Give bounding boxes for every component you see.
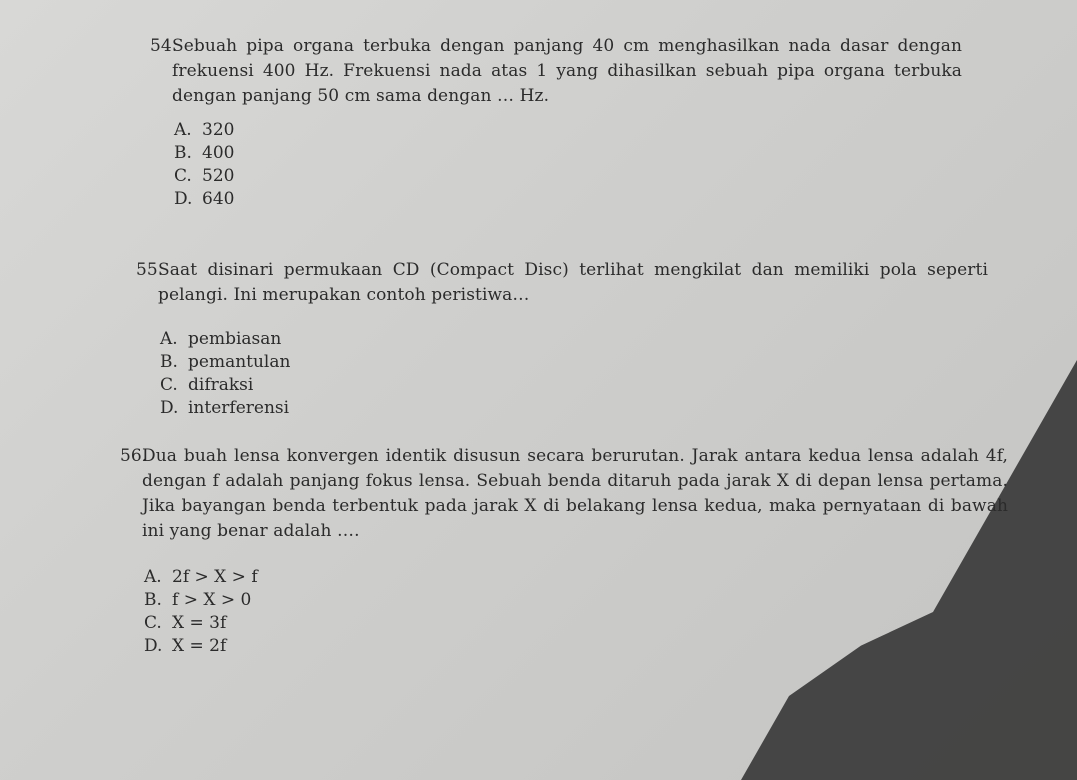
question-56: [120, 444, 1008, 544]
option-c[interactable]: [160, 374, 290, 397]
option-text: 640: [202, 189, 235, 209]
option-text: interferensi: [188, 398, 290, 418]
option-d[interactable]: [160, 397, 290, 420]
option-text: pemantulan: [188, 352, 291, 372]
question-54: [150, 34, 962, 109]
options-54: [174, 119, 234, 211]
options-56: [144, 566, 258, 658]
question-text: Dua buah lensa konvergen identik disusun secara berurutan. Jarak antara kedua lensa adalah 4f, dengan f adalah panjang fokus lensa. Sebuah benda ditaruh pada jarak X di depan lensa pertama. Jika bayangan benda terbentuk pada jarak X di belakang lensa kedua, maka pernyataan di bawah ini yang benar adalah ….: [142, 446, 1008, 541]
option-a[interactable]: [144, 566, 258, 589]
option-b[interactable]: [160, 351, 290, 374]
option-d[interactable]: [144, 635, 258, 658]
option-text: 520: [202, 166, 235, 186]
option-label: D.: [160, 398, 179, 418]
option-label: B.: [144, 590, 162, 610]
question-number: 55.: [136, 260, 164, 280]
option-label: D.: [144, 636, 163, 656]
option-text: 2f > X > f: [172, 567, 258, 587]
option-d[interactable]: [174, 188, 234, 211]
photo-shadow: [597, 360, 1077, 780]
option-c[interactable]: [174, 165, 234, 188]
question-text: Sebuah pipa organa terbuka dengan panjang 40 cm menghasilkan nada dasar dengan frekuensi 400 Hz. Frekuensi nada atas 1 yang dihasilkan sebuah pipa organa terbuka dengan panjang 50 cm sama dengan … Hz.: [172, 36, 962, 106]
question-text: Saat disinari permukaan CD (Compact Disc) terlihat mengkilat dan memiliki pola seperti pelangi. Ini merupakan contoh peristiwa…: [158, 260, 988, 305]
option-label: C.: [160, 375, 178, 395]
option-label: C.: [174, 166, 192, 186]
option-b[interactable]: [174, 142, 234, 165]
option-label: A.: [160, 329, 178, 349]
option-text: pembiasan: [188, 329, 282, 349]
option-a[interactable]: [174, 119, 234, 142]
option-label: B.: [174, 143, 192, 163]
option-label: C.: [144, 613, 162, 633]
option-label: B.: [160, 352, 178, 372]
question-number: 56.: [120, 446, 148, 466]
option-text: 400: [202, 143, 235, 163]
option-label: D.: [174, 189, 193, 209]
option-text: X = 2f: [172, 636, 227, 656]
option-text: X = 3f: [172, 613, 227, 633]
option-label: A.: [144, 567, 162, 587]
option-a[interactable]: [160, 328, 290, 351]
option-text: f > X > 0: [172, 590, 252, 610]
question-number: 54.: [150, 36, 178, 56]
option-label: A.: [174, 120, 192, 140]
options-55: [160, 328, 290, 420]
option-b[interactable]: [144, 589, 258, 612]
question-55: [136, 258, 988, 308]
option-c[interactable]: [144, 612, 258, 635]
option-text: difraksi: [188, 375, 254, 395]
option-text: 320: [202, 120, 235, 140]
